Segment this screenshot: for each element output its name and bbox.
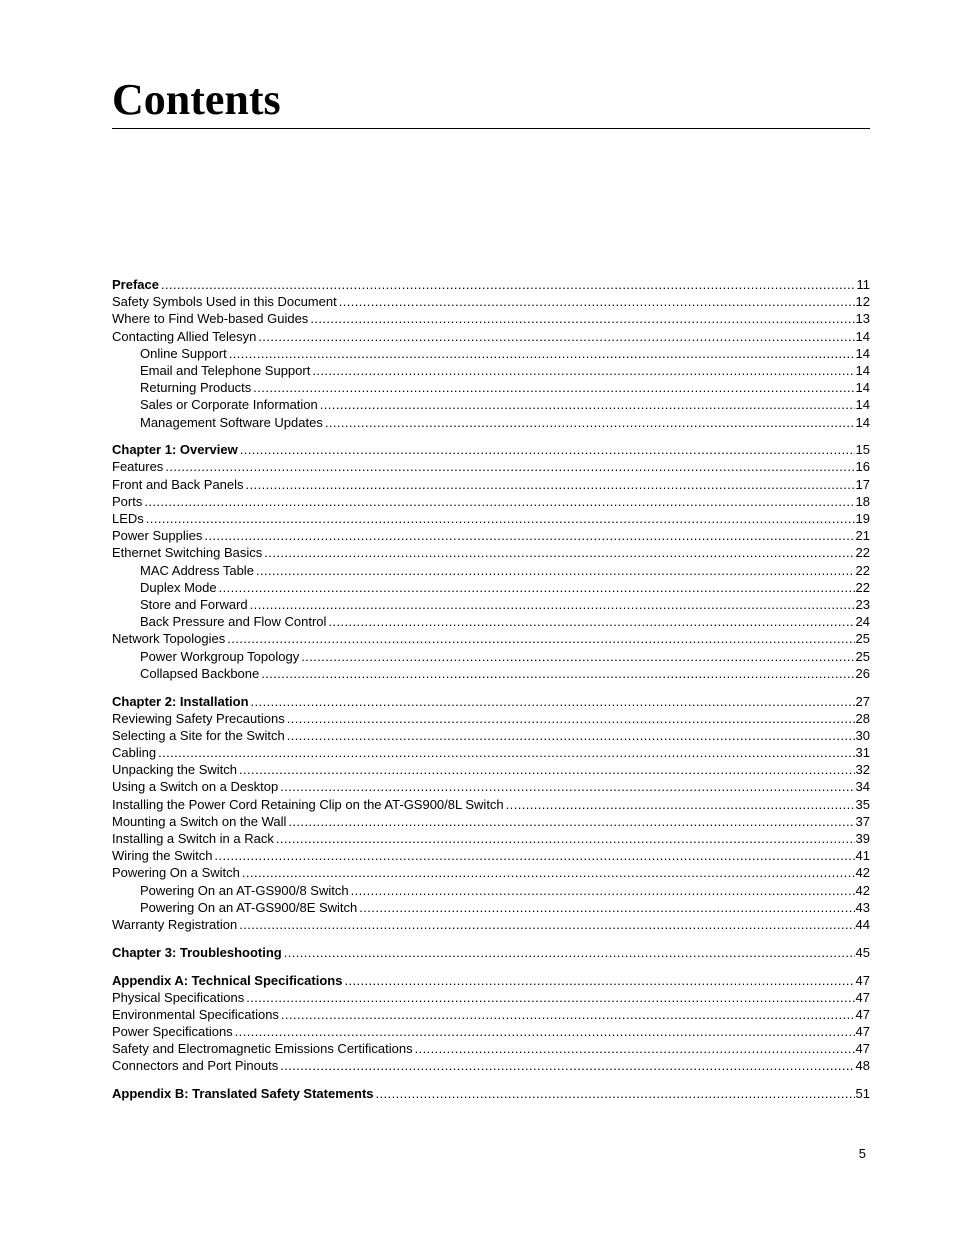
toc-entry[interactable] xyxy=(112,727,870,744)
dot-leader xyxy=(227,630,854,647)
dot-leader xyxy=(344,972,854,989)
toc-entry-title: Contacting Allied Telesyn xyxy=(112,328,257,344)
dot-leader xyxy=(204,527,854,544)
toc-entry[interactable] xyxy=(112,648,870,665)
toc-entry-title: Reviewing Safety Precautions xyxy=(112,710,285,726)
toc-entry-page: 44 xyxy=(855,916,870,932)
toc-entry-page: 47 xyxy=(855,972,870,988)
toc-entry-title: Environmental Specifications xyxy=(112,1006,279,1022)
toc-entry-page: 45 xyxy=(855,944,870,960)
toc-entry-page: 42 xyxy=(855,882,870,898)
toc-entry-page: 18 xyxy=(855,493,870,509)
toc-entry-page: 47 xyxy=(855,1024,870,1040)
toc-entry-title: Features xyxy=(112,459,164,475)
toc-entry-title: Ethernet Switching Basics xyxy=(112,545,263,561)
dot-leader xyxy=(312,362,854,379)
toc-entry[interactable] xyxy=(112,362,870,379)
toc-chapter-entry[interactable] xyxy=(112,972,870,989)
toc-entry-page: 19 xyxy=(855,511,870,527)
toc-entry-title: Back Pressure and Flow Control xyxy=(140,614,327,630)
toc-entry-title: Front and Back Panels xyxy=(112,476,244,492)
toc-entry-title: Returning Products xyxy=(140,380,252,396)
toc-entry-title: Preface xyxy=(112,277,159,292)
dot-leader xyxy=(161,276,856,293)
toc-entry-title: Appendix A: Technical Specifications xyxy=(112,972,343,988)
page-number: 5 xyxy=(858,1146,866,1161)
toc-entry-title: MAC Address Table xyxy=(140,562,254,578)
toc-entry[interactable] xyxy=(112,544,870,561)
toc-entry-page: 47 xyxy=(855,989,870,1005)
toc-entry-title: Warranty Registration xyxy=(112,916,238,932)
dot-leader xyxy=(325,414,855,431)
toc-entry-title: Chapter 1: Overview xyxy=(112,442,238,458)
dot-leader xyxy=(281,1006,855,1023)
toc-entry-page: 13 xyxy=(855,311,870,327)
dot-leader xyxy=(351,882,855,899)
toc-entry-title: Sales or Corporate Information xyxy=(140,397,318,413)
toc-entry-title: Power Workgroup Topology xyxy=(140,648,300,664)
toc-entry-page: 51 xyxy=(855,1086,870,1102)
dot-leader xyxy=(280,1057,854,1074)
toc-entry-page: 31 xyxy=(855,745,870,761)
toc-entry[interactable] xyxy=(112,864,870,881)
toc-entry-title: Online Support xyxy=(140,345,227,361)
toc-entry-title: Chapter 3: Troubleshooting xyxy=(112,944,282,960)
toc-entry[interactable] xyxy=(112,665,870,682)
toc-entry[interactable] xyxy=(112,830,870,847)
toc-entry-title: Power Supplies xyxy=(112,528,203,544)
toc-entry-page: 14 xyxy=(855,397,870,413)
dot-leader xyxy=(284,944,855,961)
dot-leader xyxy=(229,345,855,362)
toc-entry-page: 42 xyxy=(855,865,870,881)
toc-entry-page: 14 xyxy=(855,414,870,430)
toc-entry-title: Store and Forward xyxy=(140,596,248,612)
toc-entry-page: 25 xyxy=(855,631,870,647)
dot-leader xyxy=(144,493,854,510)
toc-entry-page: 28 xyxy=(855,710,870,726)
toc-entry-title: Collapsed Backbone xyxy=(140,665,260,681)
dot-leader xyxy=(287,710,855,727)
toc-entry[interactable] xyxy=(112,796,870,813)
toc-entry-page: 14 xyxy=(855,380,870,396)
toc-entry[interactable] xyxy=(112,778,870,795)
toc-entry[interactable] xyxy=(112,579,870,596)
toc-entry[interactable] xyxy=(112,310,870,327)
toc-entry-title: Selecting a Site for the Switch xyxy=(112,727,285,743)
dot-leader xyxy=(165,458,854,475)
toc-chapter-entry[interactable] xyxy=(112,944,870,961)
table-of-contents xyxy=(112,276,870,1102)
dot-leader xyxy=(239,916,854,933)
toc-entry-page: 37 xyxy=(855,813,870,829)
toc-chapter-entry[interactable] xyxy=(112,693,870,710)
toc-entry-page: 22 xyxy=(855,545,870,561)
toc-entry-page: 43 xyxy=(855,899,870,915)
toc-entry-title: Ports xyxy=(112,493,143,509)
toc-entry-page: 34 xyxy=(855,779,870,795)
toc-entry-page: 30 xyxy=(855,727,870,743)
dot-leader xyxy=(287,727,855,744)
toc-entry-title: Power Specifications xyxy=(112,1024,233,1040)
toc-entry[interactable] xyxy=(112,761,870,778)
toc-entry[interactable] xyxy=(112,596,870,613)
toc-entry[interactable] xyxy=(112,744,870,761)
dot-leader xyxy=(415,1040,855,1057)
toc-entry-title: LEDs xyxy=(112,511,144,527)
toc-entry-page: 12 xyxy=(855,294,870,310)
toc-entry[interactable] xyxy=(112,813,870,830)
toc-entry-page: 14 xyxy=(855,362,870,378)
dot-leader xyxy=(339,293,855,310)
dot-leader xyxy=(280,778,854,795)
toc-entry-page: 16 xyxy=(855,459,870,475)
toc-entry[interactable] xyxy=(112,1006,870,1023)
toc-entry-title: Unpacking the Switch xyxy=(112,762,238,778)
toc-entry-page: 35 xyxy=(855,796,870,812)
toc-entry-title: Chapter 2: Installation xyxy=(112,693,249,709)
toc-entry-page: 47 xyxy=(855,1041,870,1057)
toc-entry[interactable] xyxy=(112,414,870,431)
toc-entry-page: 47 xyxy=(855,1006,870,1022)
toc-entry-page: 23 xyxy=(855,596,870,612)
toc-entry[interactable] xyxy=(112,493,870,510)
toc-entry[interactable] xyxy=(112,293,870,310)
toc-entry[interactable] xyxy=(112,613,870,630)
toc-entry-title: Powering On an AT-GS900/8 Switch xyxy=(140,882,349,898)
toc-entry[interactable] xyxy=(112,379,870,396)
toc-entry-title: Safety and Electromagnetic Emissions Certifications xyxy=(112,1041,413,1057)
toc-entry-page: 21 xyxy=(855,528,870,544)
page-title: Contents xyxy=(112,75,281,124)
toc-entry[interactable] xyxy=(112,1040,870,1057)
dot-leader xyxy=(301,648,854,665)
toc-entry-title: Network Topologies xyxy=(112,631,226,647)
toc-entry-page: 22 xyxy=(855,562,870,578)
dot-leader xyxy=(320,396,855,413)
toc-entry[interactable] xyxy=(112,476,870,493)
dot-leader xyxy=(250,596,855,613)
toc-entry-title: Powering On an AT-GS900/8E Switch xyxy=(140,899,358,915)
toc-entry-title: Safety Symbols Used in this Document xyxy=(112,294,337,310)
dot-leader xyxy=(242,864,855,881)
toc-entry-page: 11 xyxy=(856,277,870,292)
toc-chapter-entry[interactable] xyxy=(112,441,870,458)
toc-entry-title: Using a Switch on a Desktop xyxy=(112,779,279,795)
dot-leader xyxy=(253,379,854,396)
dot-leader xyxy=(276,830,855,847)
dot-leader xyxy=(246,476,855,493)
dot-leader xyxy=(258,328,854,345)
toc-entry-title: Appendix B: Translated Safety Statements xyxy=(112,1086,374,1102)
dot-leader xyxy=(239,761,855,778)
toc-entry[interactable] xyxy=(112,345,870,362)
toc-entry-page: 25 xyxy=(855,648,870,664)
title-rule xyxy=(112,128,870,129)
dot-leader xyxy=(328,613,854,630)
toc-entry-title: Cabling xyxy=(112,745,157,761)
toc-entry[interactable] xyxy=(112,328,870,345)
toc-entry-page: 32 xyxy=(855,762,870,778)
toc-entry[interactable] xyxy=(112,510,870,527)
toc-entry-page: 39 xyxy=(855,831,870,846)
toc-entry-title: Powering On a Switch xyxy=(112,865,240,881)
toc-entry-page: 48 xyxy=(855,1058,870,1074)
dot-leader xyxy=(240,441,855,458)
toc-entry-title: Installing the Power Cord Retaining Clip on the AT-GS900/8L Switch xyxy=(112,796,504,812)
toc-entry-title: Where to Find Web-based Guides xyxy=(112,311,309,327)
toc-entry-page: 17 xyxy=(855,476,870,492)
dot-leader xyxy=(261,665,854,682)
dot-leader xyxy=(376,1085,855,1102)
toc-entry-page: 15 xyxy=(855,442,870,458)
toc-entry[interactable] xyxy=(112,710,870,727)
toc-entry[interactable] xyxy=(112,847,870,864)
toc-entry[interactable] xyxy=(112,916,870,933)
toc-entry[interactable] xyxy=(112,458,870,475)
dot-leader xyxy=(506,796,855,813)
toc-entry-page: 14 xyxy=(855,328,870,344)
dot-leader xyxy=(235,1023,855,1040)
toc-entry[interactable] xyxy=(112,1057,870,1074)
dot-leader xyxy=(246,989,854,1006)
dot-leader xyxy=(359,899,854,916)
dot-leader xyxy=(288,813,854,830)
toc-entry[interactable] xyxy=(112,899,870,916)
toc-entry[interactable] xyxy=(112,396,870,413)
toc-chapter-entry[interactable] xyxy=(112,1085,870,1102)
toc-entry-title: Physical Specifications xyxy=(112,989,245,1005)
toc-entry-title: Duplex Mode xyxy=(140,579,217,595)
dot-leader xyxy=(251,693,855,710)
dot-leader xyxy=(310,310,854,327)
toc-entry-title: Management Software Updates xyxy=(140,414,323,430)
dot-leader xyxy=(146,510,855,527)
toc-entry[interactable] xyxy=(112,882,870,899)
toc-entry-title: Installing a Switch in a Rack xyxy=(112,831,274,846)
toc-entry-page: 41 xyxy=(855,848,870,864)
toc-entry-page: 14 xyxy=(855,345,870,361)
toc-entry-page: 27 xyxy=(855,693,870,709)
dot-leader xyxy=(214,847,854,864)
toc-entry-page: 26 xyxy=(855,665,870,681)
toc-entry[interactable] xyxy=(112,527,870,544)
toc-entry-page: 24 xyxy=(855,614,870,630)
toc-entry[interactable] xyxy=(112,630,870,647)
dot-leader xyxy=(219,579,855,596)
toc-entry[interactable] xyxy=(112,989,870,1006)
toc-entry-title: Wiring the Switch xyxy=(112,848,213,864)
toc-entry-title: Email and Telephone Support xyxy=(140,362,311,378)
dot-leader xyxy=(158,744,854,761)
toc-entry-title: Connectors and Port Pinouts xyxy=(112,1058,279,1074)
dot-leader xyxy=(264,544,854,561)
toc-entry-page: 22 xyxy=(855,579,870,595)
toc-chapter-entry[interactable] xyxy=(112,276,870,293)
toc-entry-title: Mounting a Switch on the Wall xyxy=(112,813,287,829)
toc-entry[interactable] xyxy=(112,562,870,579)
dot-leader xyxy=(256,562,855,579)
toc-entry[interactable] xyxy=(112,1023,870,1040)
